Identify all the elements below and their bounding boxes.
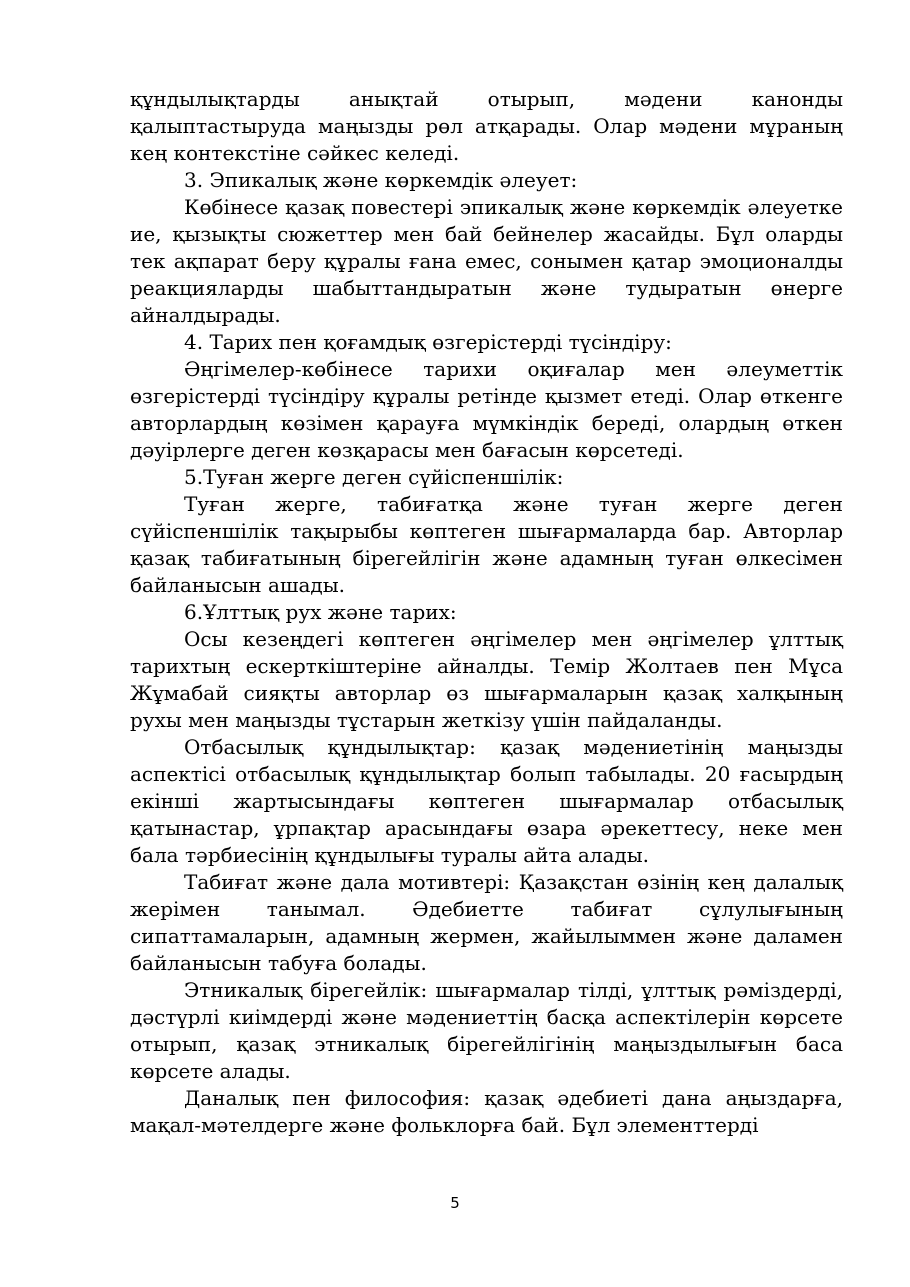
paragraph-ethnic-identity: Этникалық бірегейлік: шығармалар тілді, ұлттық рәміздерді, дәстүрлі киімдерді және мәдениеттің басқа аспектілерін көрсете отырып, қазақ этникалық бірегейлігінің маңыздылығын баса көрсете алады.: [130, 978, 843, 1083]
paragraph: Осы кезеңдегі көптеген әңгімелер мен әңгімелер ұлттық тарихтың ескерткіштеріне айналды. Темір Жолтаев пен Мұса Жұмабай сияқты авторлар өз шығармаларын қазақ халқының рухы мен маңызды тұстарын жеткізу үшін пайдаланды.: [130, 627, 843, 732]
paragraph: Туған жерге, табиғатқа және туған жерге деген сүйіспеншілік тақырыбы көптеген шығармаларда бар. Авторлар қазақ табиғатының бірегейлігін және адамның туған өлкесімен байланысын ашады.: [130, 492, 843, 597]
paragraph-nature-steppe: Табиғат және дала мотивтері: Қазақстан өзінің кең далалық жерімен танымал. Әдебиетте табиғат сұлулығының сипаттамаларын, адамның жермен, жайылыммен және даламен байланысын табуға болады.: [130, 870, 843, 975]
section-heading-love-of-homeland: 5.Туған жерге деген сүйіспеншілік:: [184, 465, 564, 489]
paragraph: Көбінесе қазақ повестері эпикалық және көркемдік әлеуетке ие, қызықты сюжеттер мен бай бейнелер жасайды. Бұл оларды тек ақпарат беру құралы ғана емес, сонымен қатар эмоционалды реакцияларды шабыттандыратын және тудыратын өнерге айналдырады.: [130, 195, 843, 327]
page-number: 5: [450, 1194, 460, 1212]
paragraph-continuation: құндылықтарды анықтай отырып, мәдени канонды қалыптастыруда маңызды рөл атқарады. Олар мәдени мұраның кең контекстіне сәйкес келеді.: [130, 87, 843, 165]
paragraph: Әңгімелер-көбінесе тарихи оқиғалар мен әлеуметтік өзгерістерді түсіндіру құралы ретінде қызмет етеді. Олар өткенге авторлардың көзімен қарауға мүмкіндік береді, олардың өткен дәуірлерге деген көзқарасы мен бағасын көрсетеді.: [130, 357, 843, 462]
section-heading-national-spirit: 6.Ұлттық рух және тарих:: [184, 600, 457, 624]
section-heading-epic-potential: 3. Эпикалық және көркемдік әлеует:: [184, 168, 578, 192]
text-body: [130, 86, 843, 1139]
section-heading-history-society: 4. Тарих пен қоғамдық өзгерістерді түсіндіру:: [184, 330, 672, 354]
paragraph-wisdom-philosophy: Даналық пен философия: қазақ әдебиеті дана аңыздарға, мақал-мәтелдерге және фольклорға бай. Бұл элементтерді: [130, 1086, 843, 1137]
paragraph-family-values: Отбасылық құндылықтар: қазақ мәдениетінің маңызды аспектісі отбасылық құндылықтар болып табылады. 20 ғасырдың екінші жартысындағы көптеген шығармалар отбасылық қатынастар, ұрпақтар арасындағы өзара әрекеттесу, неке мен бала тәрбиесінің құндылығы туралы айта алады.: [130, 735, 843, 867]
